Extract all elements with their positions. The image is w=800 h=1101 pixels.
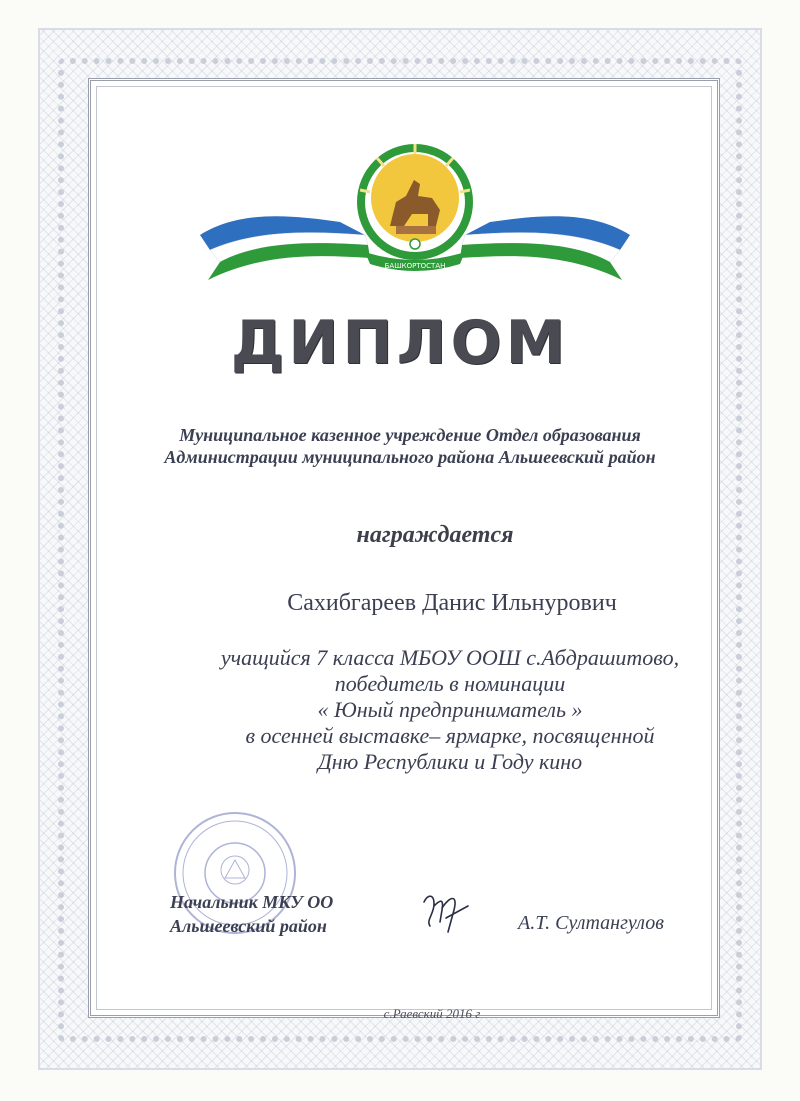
award-description — [150, 645, 750, 775]
monument-base — [396, 226, 436, 234]
description-line: « Юный предприниматель » — [317, 697, 583, 722]
diploma-title: ДИПЛОМ — [230, 308, 570, 378]
signatory-name: А.Т. Султангулов — [518, 912, 664, 934]
organization-line-2: Администрации муниципального района Альшеевский район — [164, 447, 656, 467]
description-line: Дню Республики и Году кино — [317, 749, 583, 774]
emblem-graphic — [200, 140, 630, 290]
kurai-flower — [410, 239, 420, 249]
organization-line-1: Муниципальное казенное учреждение Отдел образования — [179, 425, 641, 445]
emblem-text: БАШКОРТОСТАН — [384, 262, 446, 270]
handwritten-signature — [418, 888, 478, 938]
awarded-caption: награждается — [356, 522, 514, 548]
bashkortostan-emblem — [200, 140, 630, 290]
description-line: победитель в номинации — [334, 671, 566, 696]
signatory-title-line-2: Альшеевский район — [170, 916, 327, 936]
issuing-organization — [120, 424, 700, 468]
signatory-title — [170, 890, 333, 938]
place-and-year: с.Раевский 2016 г — [383, 1006, 481, 1021]
recipient-name: Сахибгареев Данис Ильнурович — [287, 590, 617, 616]
description-line: учащийся 7 класса МБОУ ООШ с.Абдрашитово, — [220, 645, 680, 670]
signatory-title-line-1: Начальник МКУ ОО — [170, 892, 334, 912]
description-line: в осенней выставке– ярмарке, посвященной — [245, 723, 655, 748]
